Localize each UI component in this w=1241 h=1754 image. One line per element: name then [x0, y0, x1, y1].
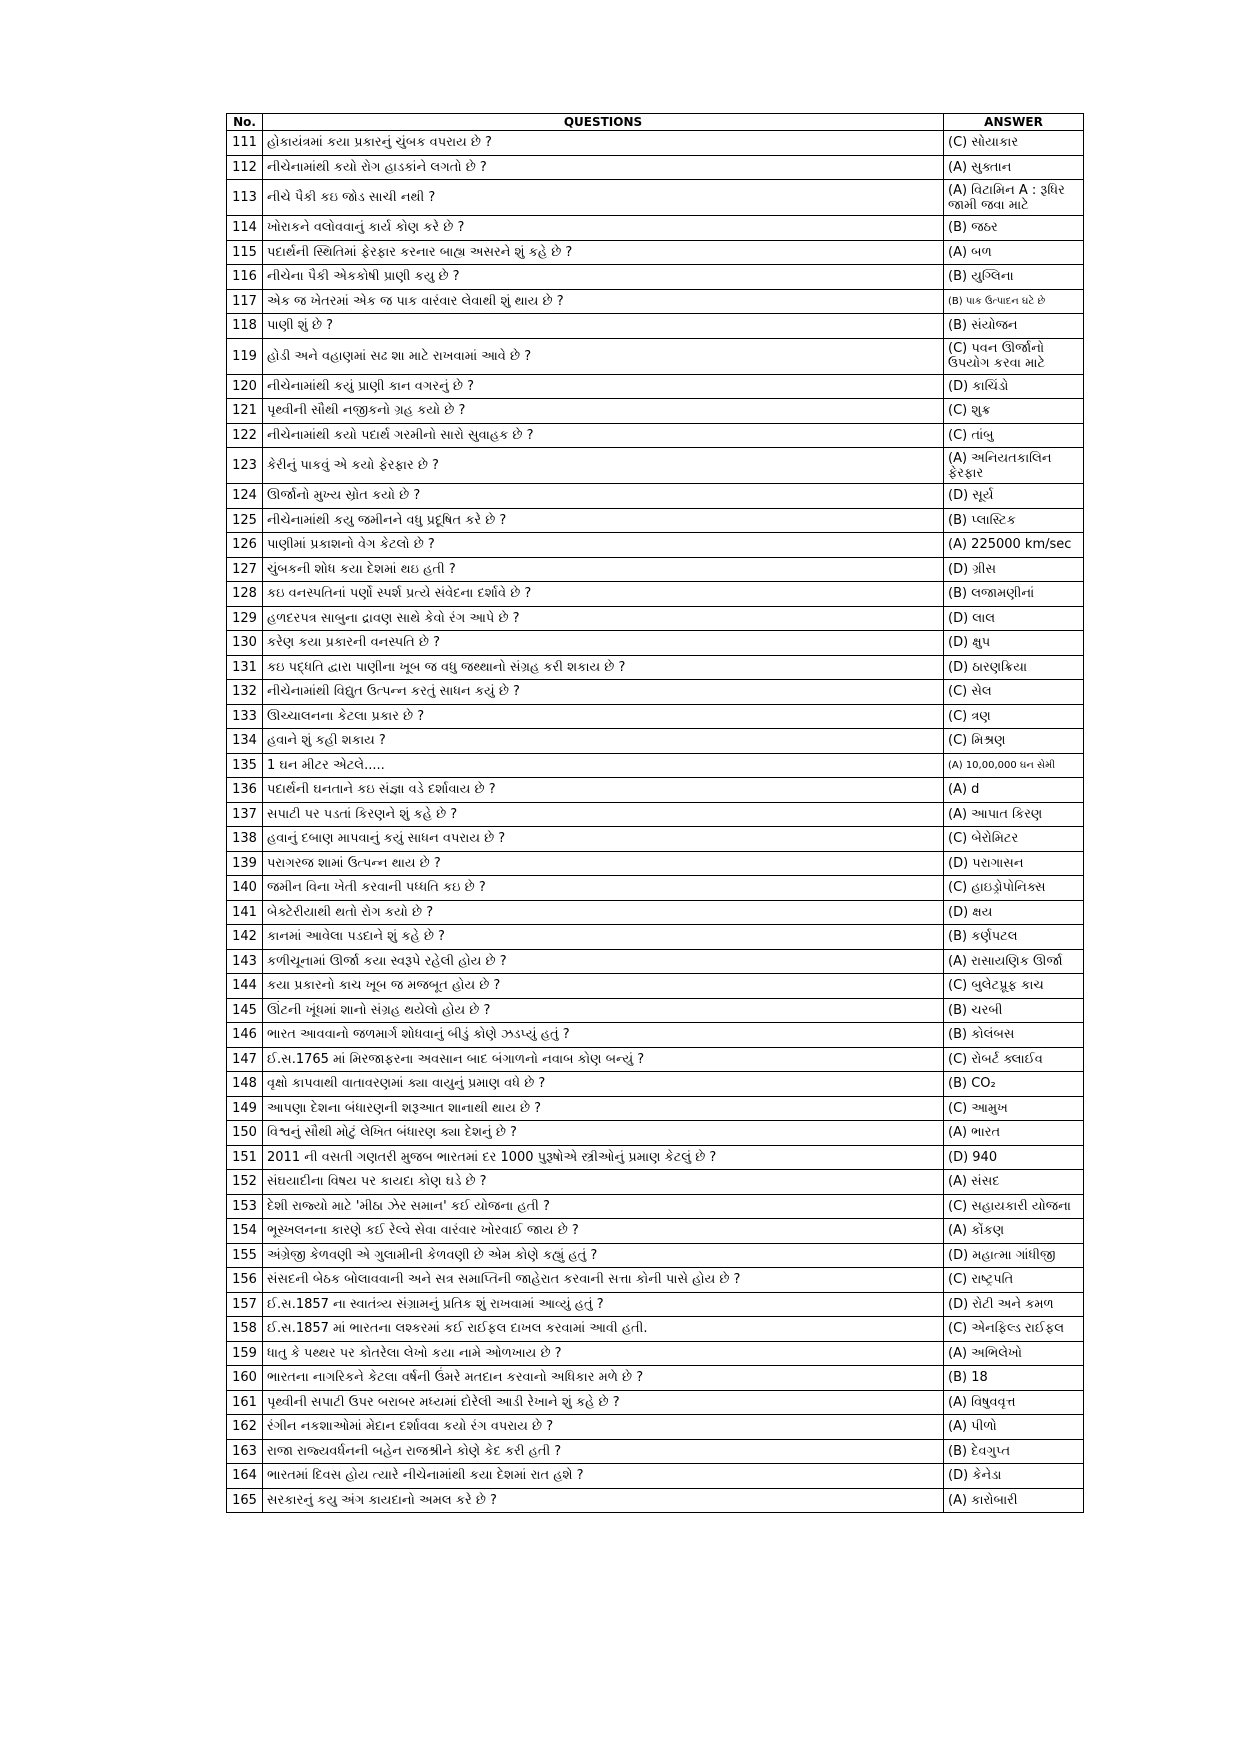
question-number: 131	[227, 655, 263, 680]
question-number: 151	[227, 1145, 263, 1170]
question-number: 165	[227, 1488, 263, 1513]
table-row	[227, 974, 1084, 999]
answer-text: (B) જઠર	[944, 216, 1084, 241]
question-number: 159	[227, 1341, 263, 1366]
table-row	[227, 1292, 1084, 1317]
answer-text: (C) સોયાકાર	[944, 131, 1084, 156]
table-row	[227, 631, 1084, 656]
question-text: ધાતુ કે પથ્થર પર કોતરેલા લેખો કયા નામે ઓળખાય છે ?	[263, 1341, 944, 1366]
answer-text: (A) વિષુવવૃત્ત	[944, 1390, 1084, 1415]
answer-text: (B) સંયોજન	[944, 314, 1084, 339]
answer-text: (C) શુક્ર	[944, 399, 1084, 424]
question-number: 113	[227, 180, 263, 216]
question-number: 119	[227, 338, 263, 374]
answer-text: (B) કોલંબસ	[944, 1023, 1084, 1048]
answer-text: (A) કોંકણ	[944, 1219, 1084, 1244]
answer-text: (B) CO₂	[944, 1072, 1084, 1097]
answer-text: (C) રાષ્ટ્રપતિ	[944, 1268, 1084, 1293]
question-text: હવાને શું કહી શકાય ?	[263, 729, 944, 754]
question-number: 158	[227, 1317, 263, 1342]
question-number: 141	[227, 900, 263, 925]
table-row	[227, 778, 1084, 803]
table-row	[227, 1121, 1084, 1146]
question-text: વિશ્વનું સૌથી મોટું લેખિત બંધારણ ક્યા દેશનું છે ?	[263, 1121, 944, 1146]
answer-text: (D) લાલ	[944, 606, 1084, 631]
table-row	[227, 399, 1084, 424]
answer-text: (C) પવન ઊર્જાનો ઉપયોગ કરવા માટે	[944, 338, 1084, 374]
answer-text: (A) 225000 km/sec	[944, 533, 1084, 558]
table-body	[227, 131, 1084, 1513]
question-number: 143	[227, 949, 263, 974]
table-row	[227, 289, 1084, 314]
question-text: ખોરાકને વલોવવાનું કાર્ય કોણ કરે છે ?	[263, 216, 944, 241]
table-row	[227, 1439, 1084, 1464]
answer-text: (C) મિશ્રણ	[944, 729, 1084, 754]
question-text: એક જ ખેતરમાં એક જ પાક વારંવાર લેવાથી શું થાય છે ?	[263, 289, 944, 314]
answer-text: (A) બળ	[944, 240, 1084, 265]
quiz-table	[226, 113, 1084, 1513]
table-row	[227, 1194, 1084, 1219]
question-text: હોકાયંત્રમાં કયા પ્રકારનું ચુંબક વપરાય છે ?	[263, 131, 944, 156]
question-text: ચુંબકની શોધ કયા દેશમાં થઇ હતી ?	[263, 557, 944, 582]
table-row	[227, 180, 1084, 216]
question-text: દેશી રાજ્યો માટે 'મીઠા ઝેર સમાન' કઈ યોજના હતી ?	[263, 1194, 944, 1219]
question-number: 114	[227, 216, 263, 241]
answer-text: (B) દેવગુપ્ત	[944, 1439, 1084, 1464]
table-row	[227, 314, 1084, 339]
question-text: કરેણ કયા પ્રકારની વનસ્પતિ છે ?	[263, 631, 944, 656]
question-number: 162	[227, 1415, 263, 1440]
question-text: વૃક્ષો કાપવાથી વાતાવરણમાં ક્યા વાયુનું પ્રમાણ વધે છે ?	[263, 1072, 944, 1097]
question-number: 153	[227, 1194, 263, 1219]
table-row	[227, 1243, 1084, 1268]
question-number: 161	[227, 1390, 263, 1415]
answer-text: (A) d	[944, 778, 1084, 803]
answer-text: (D) ગ્રીસ	[944, 557, 1084, 582]
question-number: 154	[227, 1219, 263, 1244]
answer-text: (A) વિટામિન A : રૂધિર જામી જવા માટે	[944, 180, 1084, 216]
question-text: નીચેનામાંથી કયો પદાર્થ ગરમીનો સારો સુવાહક છે ?	[263, 423, 944, 448]
question-text: ભૂસ્ખલનના કારણે કઈ રેલ્વે સેવા વારંવાર ખોરવાઈ જાય છે ?	[263, 1219, 944, 1244]
table-row	[227, 1415, 1084, 1440]
question-number: 150	[227, 1121, 263, 1146]
table-row	[227, 338, 1084, 374]
table-row	[227, 374, 1084, 399]
question-number: 155	[227, 1243, 263, 1268]
answer-text: (C) સહાયકારી યોજના	[944, 1194, 1084, 1219]
table-row	[227, 533, 1084, 558]
question-number: 156	[227, 1268, 263, 1293]
table-row	[227, 802, 1084, 827]
question-text: પરાગરજ શામાં ઉત્પન્ન થાય છે ?	[263, 851, 944, 876]
answer-text: (B) પાક ઉત્પાદન ઘટે છે	[944, 289, 1084, 314]
answer-text: (A) અનિયતકાલિન ફેરફાર	[944, 448, 1084, 484]
answer-text: (B) 18	[944, 1366, 1084, 1391]
answer-text: (B) પ્લાસ્ટિક	[944, 508, 1084, 533]
question-number: 117	[227, 289, 263, 314]
answer-text: (D) કેનેડા	[944, 1464, 1084, 1489]
table-row	[227, 1268, 1084, 1293]
table-row	[227, 753, 1084, 778]
question-text: કાનમાં આવેલા પડદાને શું કહે છે ?	[263, 925, 944, 950]
table-row	[227, 680, 1084, 705]
question-text: સંઘયાદીના વિષય પર કાયદા કોણ ઘડે છે ?	[263, 1170, 944, 1195]
question-text: 2011 ની વસતી ગણતરી મુજબ ભારતમાં દર 1000 પુરૂષોએ સ્ત્રીઓનું પ્રમાણ કેટલું છે ?	[263, 1145, 944, 1170]
question-number: 135	[227, 753, 263, 778]
table-row	[227, 827, 1084, 852]
answer-text: (D) ક્ષય	[944, 900, 1084, 925]
question-text: રંગીન નકશાઓમાં મેદાન દર્શાવવા કયો રંગ વપરાય છે ?	[263, 1415, 944, 1440]
answer-text: (D) કાચિંડો	[944, 374, 1084, 399]
answer-text: (C) રોબર્ટ ક્લાઈવ	[944, 1047, 1084, 1072]
table-row	[227, 1023, 1084, 1048]
question-text: સપાટી પર પડતાં કિરણને શું કહે છે ?	[263, 802, 944, 827]
table-row	[227, 240, 1084, 265]
question-text: 1 ઘન મીટર એટલે.....	[263, 753, 944, 778]
table-row	[227, 876, 1084, 901]
question-number: 142	[227, 925, 263, 950]
table-row	[227, 1488, 1084, 1513]
table-row	[227, 216, 1084, 241]
answer-text: (C) આમુખ	[944, 1096, 1084, 1121]
question-number: 144	[227, 974, 263, 999]
table-row	[227, 925, 1084, 950]
answer-text: (D) 940	[944, 1145, 1084, 1170]
question-text: હળદરપત્ર સાબુના દ્રાવણ સાથે કેવો રંગ આપે છે ?	[263, 606, 944, 631]
answer-text: (D) સૂર્ય	[944, 484, 1084, 509]
table-row	[227, 998, 1084, 1023]
table-row	[227, 1047, 1084, 1072]
answer-text: (A) અભિલેખો	[944, 1341, 1084, 1366]
question-text: હવાનું દબાણ માપવાનું કયું સાધન વપરાય છે ?	[263, 827, 944, 852]
answer-text: (D) ક્ષુપ	[944, 631, 1084, 656]
question-text: રાજા રાજ્યવર્ધનની બહેન રાજશ્રીને કોણે કેદ કરી હતી ?	[263, 1439, 944, 1464]
question-number: 130	[227, 631, 263, 656]
table-row	[227, 423, 1084, 448]
question-text: ઊર્જાનો મુખ્ય સ્રોત કયો છે ?	[263, 484, 944, 509]
table-row	[227, 655, 1084, 680]
header-answer: ANSWER	[944, 114, 1084, 131]
question-number: 136	[227, 778, 263, 803]
question-number: 128	[227, 582, 263, 607]
answer-text: (A) કારોબારી	[944, 1488, 1084, 1513]
answer-text: (C) બુલેટપ્રૂફ કાચ	[944, 974, 1084, 999]
question-number: 122	[227, 423, 263, 448]
answer-text: (B) યુગ્લિના	[944, 265, 1084, 290]
question-text: કેરીનું પાકવું એ કયો ફેરફાર છે ?	[263, 448, 944, 484]
question-number: 164	[227, 1464, 263, 1489]
question-text: નીચેનામાંથી કયુ જમીનને વધુ પ્રદૂષિત કરે છે ?	[263, 508, 944, 533]
question-text: ભારતમાં દિવસ હોય ત્યારે નીચેનામાંથી કયા દેશમાં રાત હશે ?	[263, 1464, 944, 1489]
answer-text: (A) સુક્તાન	[944, 155, 1084, 180]
answer-text: (B) લજામણીનાં	[944, 582, 1084, 607]
table-row	[227, 1072, 1084, 1097]
question-text: ઈ.સ.1765 માં મિરજાફરના અવસાન બાદ બંગાળનો નવાબ કોણ બન્યું ?	[263, 1047, 944, 1072]
question-text: ભારત આવવાનો જળમાર્ગ શોધવાનું બીડું કોણે ઝડપ્યું હતું ?	[263, 1023, 944, 1048]
question-number: 145	[227, 998, 263, 1023]
answer-text: (C) એનફિલ્ડ રાઈફલ	[944, 1317, 1084, 1342]
question-text: જમીન વિના ખેતી કરવાની પધ્ધતિ કઇ છે ?	[263, 876, 944, 901]
question-text: સંસદની બેઠક બોલાવવાની અને સત્ર સમાપ્તિની જાહેરાત કરવાની સત્તા કોની પાસે હોય છે ?	[263, 1268, 944, 1293]
question-text: બેક્ટેરીયાથી થતો રોગ કયો છે ?	[263, 900, 944, 925]
question-text: ઈ.સ.1857 ના સ્વાતંત્ર્ય સંગ્રામનું પ્રતિક શું રાખવામાં આવ્યું હતું ?	[263, 1292, 944, 1317]
question-number: 123	[227, 448, 263, 484]
question-number: 157	[227, 1292, 263, 1317]
question-number: 129	[227, 606, 263, 631]
answer-text: (A) રાસાયણિક ઊર્જા	[944, 949, 1084, 974]
answer-text: (A) સંસદ	[944, 1170, 1084, 1195]
question-number: 116	[227, 265, 263, 290]
table-row	[227, 1464, 1084, 1489]
answer-text: (C) બેરોમિટર	[944, 827, 1084, 852]
table-row	[227, 1096, 1084, 1121]
answer-text: (B) કર્ણપટલ	[944, 925, 1084, 950]
question-number: 121	[227, 399, 263, 424]
question-number: 132	[227, 680, 263, 705]
question-text: પૃથ્વીની સપાટી ઉપર બરાબર મધ્યમાં દોરેલી આડી રેખાને શું કહે છે ?	[263, 1390, 944, 1415]
question-number: 120	[227, 374, 263, 399]
table-row	[227, 1145, 1084, 1170]
table-row	[227, 582, 1084, 607]
answer-text: (A) 10,00,000 ઘન સેમી	[944, 753, 1084, 778]
header-no: No.	[227, 114, 263, 131]
question-text: નીચેનામાંથી વિદ્યુત ઉત્પન્ન કરતું સાધન કયું છે ?	[263, 680, 944, 705]
question-text: કળીચૂનામાં ઊર્જા કયા સ્વરૂપે રહેલી હોય છે ?	[263, 949, 944, 974]
table-row	[227, 265, 1084, 290]
table-row	[227, 729, 1084, 754]
question-text: કઇ વનસ્પતિનાં પર્ણો સ્પર્શ પ્રત્યે સંવેદના દર્શાવે છે ?	[263, 582, 944, 607]
question-number: 147	[227, 1047, 263, 1072]
question-text: પાણી શું છે ?	[263, 314, 944, 339]
table-row	[227, 448, 1084, 484]
answer-text: (B) ચરબી	[944, 998, 1084, 1023]
table-row	[227, 1170, 1084, 1195]
question-number: 124	[227, 484, 263, 509]
answer-text: (D) મહાત્મા ગાંધીજી	[944, 1243, 1084, 1268]
answer-text: (D) પરાગાસન	[944, 851, 1084, 876]
question-number: 148	[227, 1072, 263, 1097]
question-text: ઊંટની ખૂંધમાં શાનો સંગ્રહ થયેલો હોય છે ?	[263, 998, 944, 1023]
question-text: ઊચ્ચાલનના કેટલા પ્રકાર છે ?	[263, 704, 944, 729]
table-row	[227, 484, 1084, 509]
question-text: નીચેના પૈકી એકકોષી પ્રાણી કયુ છે ?	[263, 265, 944, 290]
question-text: અંગ્રેજી કેળવણી એ ગુલામીની કેળવણી છે એમ કોણે કહ્યું હતું ?	[263, 1243, 944, 1268]
table-row	[227, 131, 1084, 156]
answer-text: (C) ત્રણ	[944, 704, 1084, 729]
question-text: હોડી અને વહાણમાં સઢ શા માટે રાખવામાં આવે છે ?	[263, 338, 944, 374]
table-row	[227, 704, 1084, 729]
question-text: પાણીમાં પ્રકાશનો વેગ કેટલો છે ?	[263, 533, 944, 558]
table-row	[227, 1366, 1084, 1391]
question-text: નીચે પૈકી કઇ જોડ સાચી નથી ?	[263, 180, 944, 216]
question-number: 149	[227, 1096, 263, 1121]
question-number: 139	[227, 851, 263, 876]
question-number: 133	[227, 704, 263, 729]
answer-text: (A) ભારત	[944, 1121, 1084, 1146]
question-text: કઇ પદ્ધતિ દ્વારા પાણીના ખૂબ જ વધુ જથ્થાનો સંગ્રહ કરી શકાય છે ?	[263, 655, 944, 680]
answer-text: (C) સેલ	[944, 680, 1084, 705]
table-row	[227, 851, 1084, 876]
answer-text: (A) પીળો	[944, 1415, 1084, 1440]
question-number: 127	[227, 557, 263, 582]
table-row	[227, 155, 1084, 180]
table-row	[227, 900, 1084, 925]
question-number: 126	[227, 533, 263, 558]
question-number: 152	[227, 1170, 263, 1195]
table-row	[227, 606, 1084, 631]
answer-text: (D) ઠારણક્રિયા	[944, 655, 1084, 680]
question-number: 163	[227, 1439, 263, 1464]
question-number: 115	[227, 240, 263, 265]
table-row	[227, 1219, 1084, 1244]
header-row	[227, 114, 1084, 131]
answer-text: (A) આપાત કિરણ	[944, 802, 1084, 827]
question-number: 111	[227, 131, 263, 156]
question-number: 137	[227, 802, 263, 827]
question-number: 134	[227, 729, 263, 754]
question-text: પૃથ્વીની સૌથી નજીકનો ગ્રહ કયો છે ?	[263, 399, 944, 424]
question-text: નીચેનામાંથી કયું પ્રાણી કાન વગરનું છે ?	[263, 374, 944, 399]
question-text: ઈ.સ.1857 માં ભારતના લશ્કરમાં કઈ રાઈફલ દાખલ કરવામાં આવી હતી.	[263, 1317, 944, 1342]
question-text: કયા પ્રકારનો કાચ ખૂબ જ મજબૂત હોય છે ?	[263, 974, 944, 999]
table-row	[227, 557, 1084, 582]
question-text: આપણા દેશના બંધારણની શરૂઆત શાનાથી થાય છે ?	[263, 1096, 944, 1121]
answer-text: (C) હાઇડ્રોપોનિક્સ	[944, 876, 1084, 901]
question-number: 146	[227, 1023, 263, 1048]
answer-text: (C) તાંબુ	[944, 423, 1084, 448]
question-number: 138	[227, 827, 263, 852]
question-text: સરકારનું કયુ અંગ કાયદાનો અમલ કરે છે ?	[263, 1488, 944, 1513]
question-number: 112	[227, 155, 263, 180]
question-number: 125	[227, 508, 263, 533]
table-row	[227, 1341, 1084, 1366]
question-text: પદાર્થની ઘનતાને કઇ સંજ્ઞા વડે દર્શાવાય છે ?	[263, 778, 944, 803]
table-row	[227, 1390, 1084, 1415]
table-row	[227, 1317, 1084, 1342]
question-number: 160	[227, 1366, 263, 1391]
question-text: નીચેનામાંથી કયો રોગ હાડકાંને લગતો છે ?	[263, 155, 944, 180]
question-text: પદાર્થની સ્થિતિમાં ફેરફાર કરનાર બાહ્ય અસરને શું કહે છે ?	[263, 240, 944, 265]
header-questions: QUESTIONS	[263, 114, 944, 131]
table-row	[227, 508, 1084, 533]
table-row	[227, 949, 1084, 974]
question-number: 118	[227, 314, 263, 339]
question-text: ભારતના નાગરિકને કેટલા વર્ષની ઉંમરે મતદાન કરવાનો અધિકાર મળે છે ?	[263, 1366, 944, 1391]
question-number: 140	[227, 876, 263, 901]
answer-text: (D) રોટી અને કમળ	[944, 1292, 1084, 1317]
